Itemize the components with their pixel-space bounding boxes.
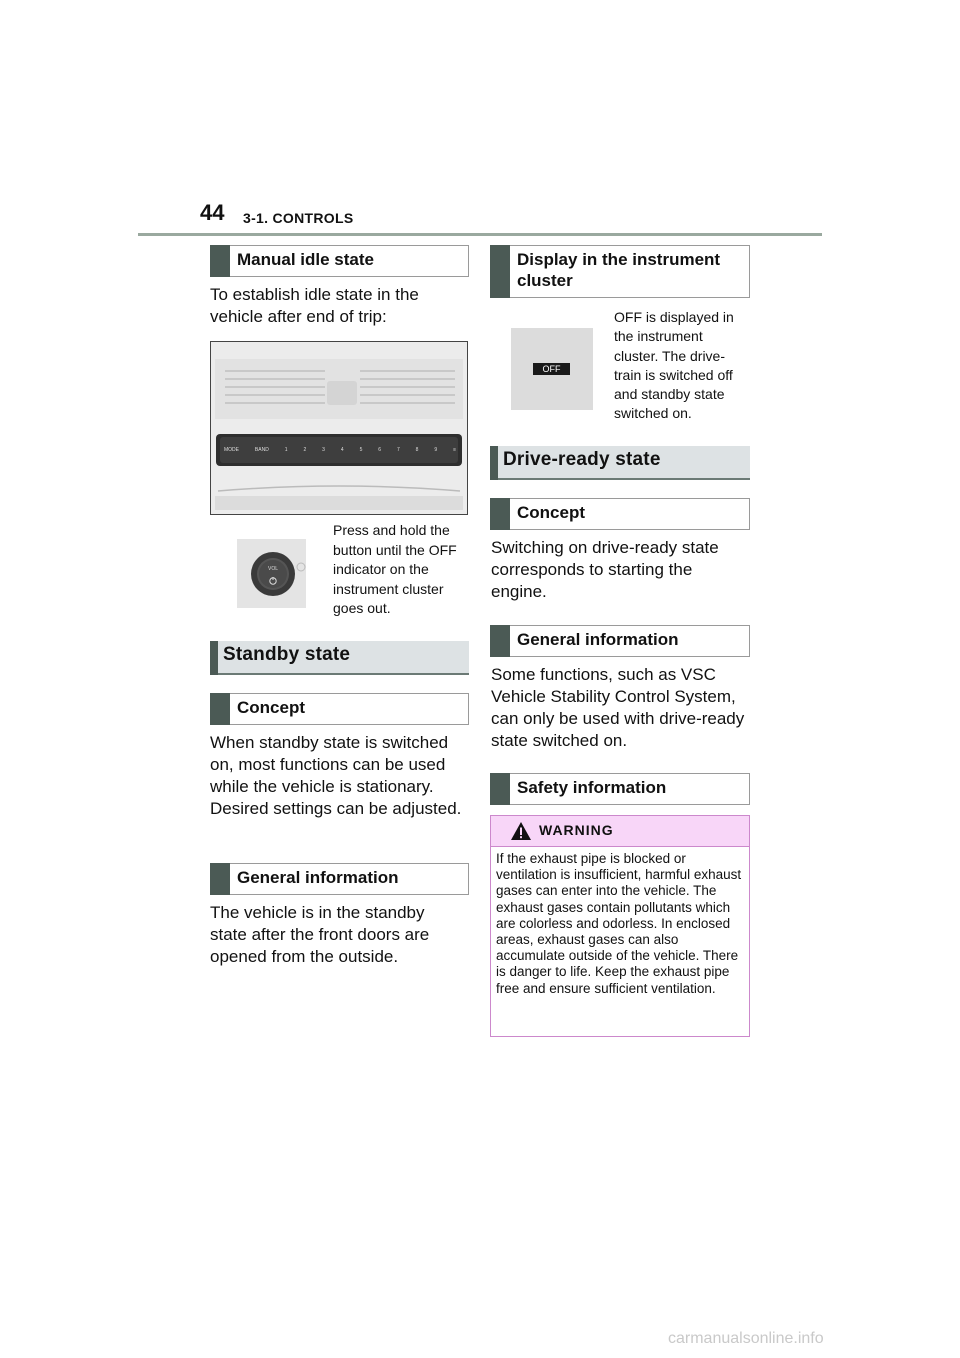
page-number: 44 — [200, 200, 225, 225]
section-title: 3-1. CONTROLS — [243, 210, 354, 226]
knob-label: VOL — [267, 566, 278, 572]
heading-standby-general-information: General information — [210, 863, 469, 895]
dash-button-2: 2 — [303, 447, 307, 453]
section-standby-state: Standby state — [210, 641, 469, 675]
dash-button-row — [224, 442, 456, 458]
press-hold-text: Press and hold the button until the OFF indicator on the instrument cluster goes out. — [333, 522, 457, 616]
heading-standby-concept: Concept — [210, 693, 469, 725]
heading-drive-ready-concept: Concept — [490, 498, 750, 530]
watermark: carmanualsonline.info — [668, 1330, 824, 1347]
off-indicator: OFF — [533, 363, 570, 375]
dash-button-6: 6 — [378, 447, 382, 453]
warning-box — [490, 815, 750, 1037]
dash-button-7: 7 — [396, 447, 400, 453]
dash-button-5: 5 — [359, 447, 363, 453]
dash-button-1: 1 — [284, 447, 288, 453]
dash-button-band: BAND — [254, 447, 269, 453]
dash-button-3: 3 — [322, 447, 325, 453]
volume-knob-illustration — [237, 539, 306, 608]
dash-button-4: 4 — [340, 447, 344, 453]
dash-button-mode: MODE — [224, 447, 239, 453]
heading-safety-information: Safety information — [490, 773, 750, 805]
warning-triangle-icon — [510, 821, 532, 841]
off-display-illustration — [511, 328, 593, 410]
section-drive-ready-state: Drive-ready state — [490, 446, 750, 480]
heading-display-instrument-cluster: Display in the instrument cluster — [490, 245, 750, 298]
dash-button-9: 9 — [434, 447, 438, 453]
standby-general-info-text: The vehicle is in the standby state after the front doors are opened from the outside. — [210, 903, 430, 966]
manual-idle-text: To establish idle state in the vehicle after end of trip: — [210, 285, 419, 326]
heading-drive-ready-general-information: General information — [490, 625, 750, 657]
off-display-text: OFF is displayed in the instrument cluster. The drive-train is switched off and standby state switched on. — [614, 309, 734, 422]
warning-text: If the exhaust pipe is blocked or ventilation is insufficient, harmful exhaust gases can enter into the vehicle. The exhaust gases contain pollutants which are colorless and odorless. In enclosed areas, exhaust gases can also accumulate outside of the vehicle. There is danger to life. Keep the exhaust pipe free and ensure sufficient ventilation. — [496, 851, 742, 996]
drive-ready-general-info-text: Some functions, such as VSC Vehicle Stability Control System, can only be used with drive-ready state switched on. — [491, 665, 745, 750]
drive-ready-concept-text: Switching on drive-ready state corresponds to starting the engine. — [491, 538, 719, 601]
heading-manual-idle-state: Manual idle state — [210, 245, 469, 277]
header-divider — [138, 233, 822, 236]
dashboard-illustration — [210, 341, 468, 515]
warning-label: WARNING — [539, 822, 614, 838]
dash-button-8: 8 — [415, 447, 419, 453]
dash-button-menu: ≡ — [453, 447, 456, 453]
standby-concept-text: When standby state is switched on, most functions can be used while the vehicle is stationary. Desired settings can be adjusted. — [210, 733, 462, 818]
